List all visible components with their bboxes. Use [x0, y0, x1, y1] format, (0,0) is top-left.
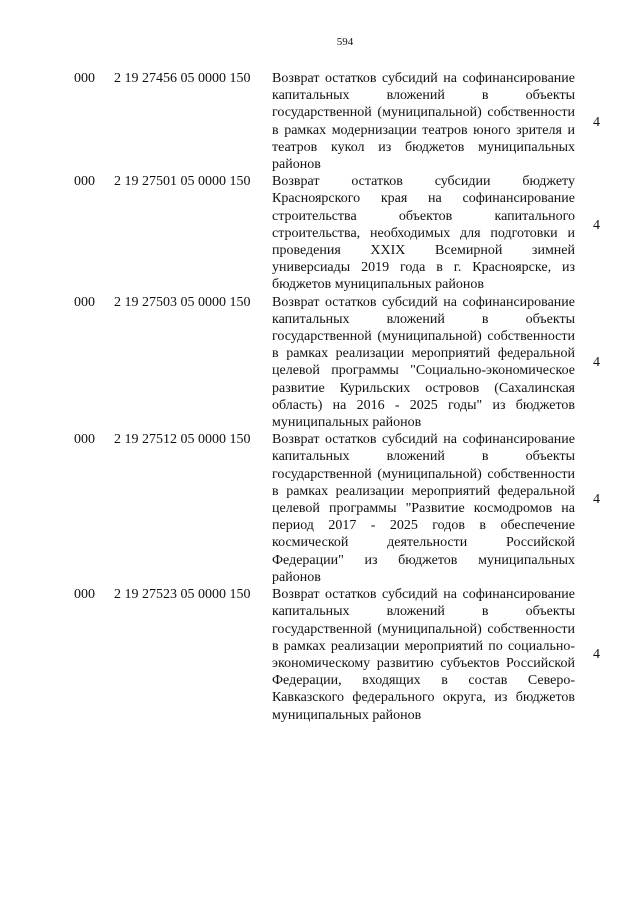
description-cell: Возврат остатков субсидии бюджету Красноярского края на софинансирование строительства объектов капитального строительства, необходимых для подготовки и проведения XXIX Всемирной зимней универсиады 2019 года в г. Красноярске, из бюджетов муниципальных районов — [272, 174, 575, 293]
admin-code-cell: 000 — [74, 294, 95, 310]
kbk-code-cell: 2 19 27456 05 0000 150 — [114, 71, 251, 86]
admin-code-cell: 000 — [74, 174, 95, 190]
table-row — [74, 431, 614, 586]
admin-code-cell: 000 — [74, 432, 95, 448]
page-number: 594 — [336, 36, 354, 48]
description-cell: Возврат остатков субсидий на софинансирование капитальных вложений в объекты государственной (муниципальной) собственности в рамках реализации мероприятий по социально-экономическому развитию субъектов Российской Федерации, входящих в состав Северо-Кавказского федерального округа, из бюджетов муниципальных районов — [272, 587, 575, 723]
kbk-code-cell: 2 19 27523 05 0000 150 — [114, 587, 251, 603]
kbk-code-cell: 2 19 27501 05 0000 150 — [114, 174, 251, 190]
admin-code-cell: 000 — [74, 71, 95, 86]
description-cell: Возврат остатков субсидий на софинансирование капитальных вложений в объекты государственной (муниципальной) собственности в рамках реализации мероприятий федеральной целевой программы "Развитие космодромов на период 2017 - 2025 годов в обеспечение космической деятельности Российской Федерации" из бюджетов муниципальных районов — [272, 432, 575, 585]
table-row — [74, 70, 614, 173]
budget-code-table — [74, 70, 614, 724]
table-row — [74, 173, 614, 293]
kbk-code-cell: 2 19 27503 05 0000 150 — [114, 294, 251, 310]
table-row — [74, 586, 614, 724]
description-cell: Возврат остатков субсидий на софинансирование капитальных вложений в объекты государственной (муниципальной) собственности в рамках реализации мероприятий федеральной целевой программы "Социально-экономическое развитие Курильских островов (Сахалинская область) на 2016 - 2025 годы" из бюджетов муниципальных районов — [272, 294, 575, 431]
description-cell: Возврат остатков субсидий на софинансирование капитальных вложений в объекты государственной (муниципальной) собственности в рамках модернизации театров юного зрителя и театров кукол из бюджетов муниципальных районов — [272, 71, 575, 173]
table-row — [74, 294, 614, 432]
amount-cell: 4 — [593, 218, 600, 234]
kbk-code-cell: 2 19 27512 05 0000 150 — [114, 432, 251, 448]
amount-cell: 4 — [593, 354, 600, 370]
amount-cell: 4 — [593, 492, 600, 508]
amount-cell: 4 — [593, 115, 600, 130]
amount-cell: 4 — [593, 647, 600, 663]
admin-code-cell: 000 — [74, 587, 95, 603]
